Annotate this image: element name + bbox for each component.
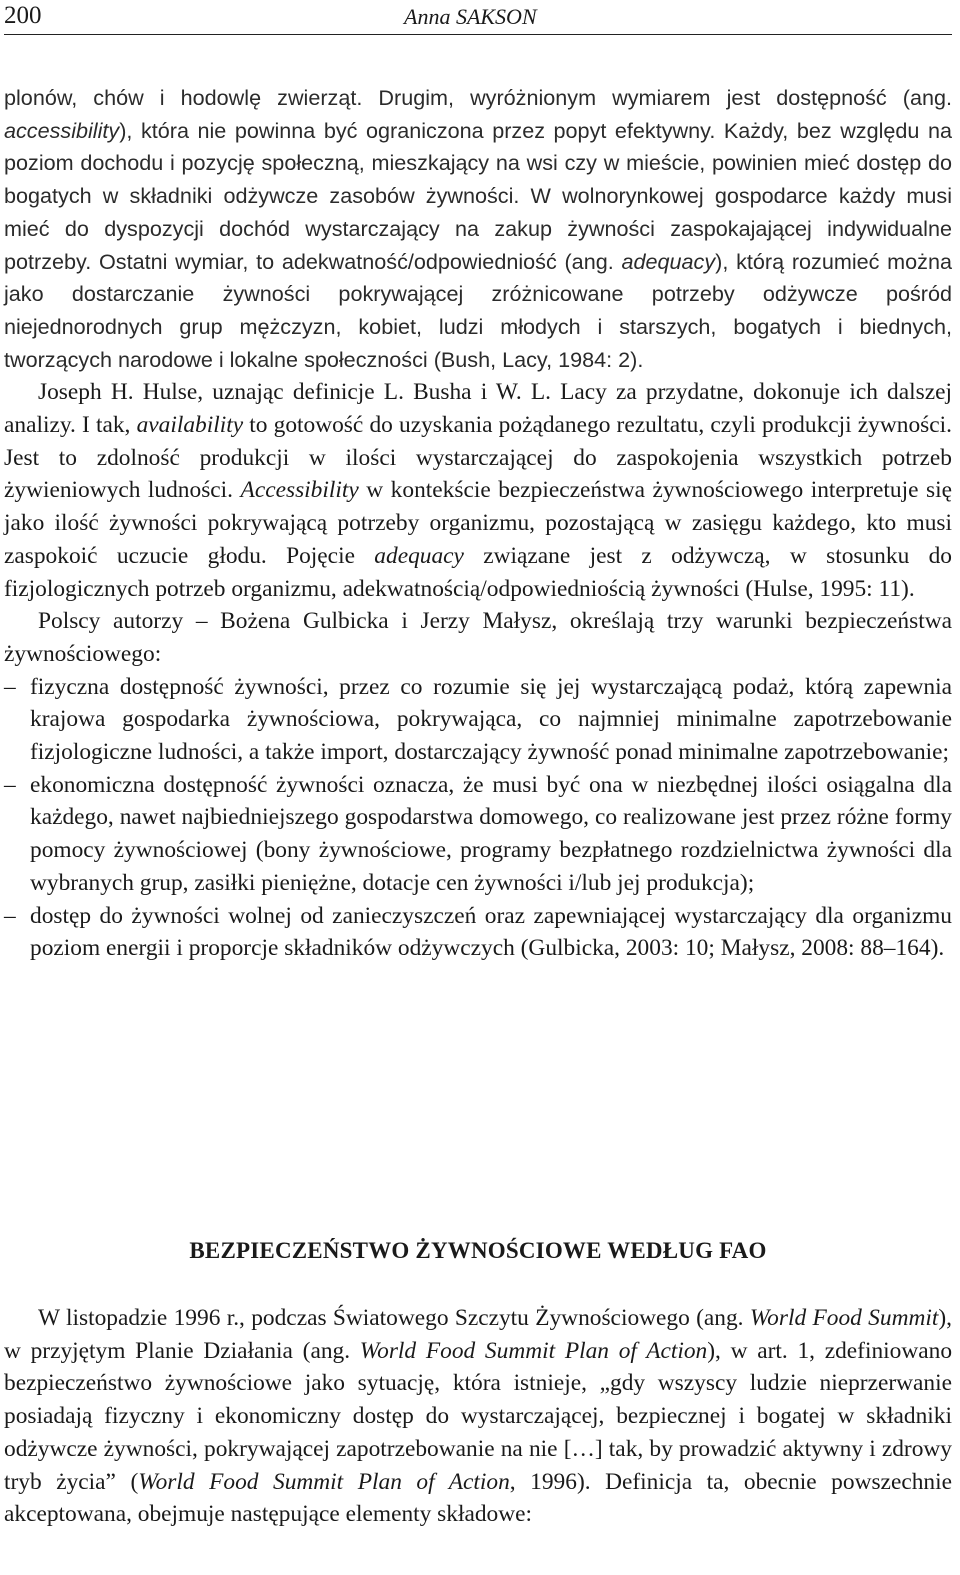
paragraph-dimensions: [4, 82, 952, 376]
paragraph-text: W wolnorynkowej gospodarce każdy musi mieć do dyspozycji dochód wystarczający na zakup żywności zaspokajającej indywidualne potrzeby. Ostatni wymiar, to adekwatność/odpowiedniość (ang.: [4, 183, 952, 274]
list-item: [4, 671, 952, 769]
paragraph-text: plonów, chów i hodowlę zwierząt. Drugim, wyróżnionym wymiarem jest dostępność (ang.: [4, 85, 952, 110]
term-availability: availability: [136, 412, 244, 439]
term-adequacy: adequacy: [621, 248, 716, 274]
section-body: [4, 1302, 952, 1531]
list-dash: –: [4, 771, 16, 798]
section-heading: BEZPIECZEŃSTWO ŻYWNOŚCIOWE WEDŁUG FAO: [189, 1238, 767, 1263]
page-body: [4, 82, 952, 965]
paragraph-text: ), którą rozumieć można jako dostarczanie żywności pokrywającej zróżnicowane potrzeby odżywcze pośród niejednorodnych grup mężczyzn, kobiet, ludzi młodych i starszych, bogatych i biednych, tworzących narodowe i lokalne społeczności (Bush, Lacy, 1984: 2).: [4, 248, 952, 372]
list-item: [4, 900, 952, 965]
term-adequacy: adequacy: [374, 542, 464, 569]
paragraph-text: to gotowość do uzyskania pożądanego rezultatu, czyli produkcji żywności. Jest to zdolność produkcji w ilości wystarczającej do zaspokojenia wszystkich potrzeb żywieniowych ludności.: [4, 412, 952, 504]
list-dash: –: [4, 673, 16, 700]
paragraph-text: związane jest z odżywczą, w stosunku do fizjologicznych potrzeb organizmu, adekwatnością/odpowiedniością żywności (Hulse, 1995: 11).: [4, 542, 953, 602]
page-header: [4, 0, 952, 35]
term-accessibility: accessibility: [4, 117, 120, 143]
page-number: 200: [4, 2, 42, 29]
conditions-list: [4, 671, 952, 965]
paragraph-text: Joseph H. Hulse, uznając definicje L. Busha i W. L. Lacy za przydatne, dokonuje ich dalszej analizy. I tak,: [4, 379, 952, 439]
list-dash: –: [4, 902, 16, 929]
running-head-author: Anna SAKSON: [404, 4, 537, 29]
paragraph-text: w kontekście bezpieczeństwa żywnościowego interpretuje się jako ilość żywności pokrywającą potrzeby organizmu, pozostającą w zasięgu każdego, kto musi zaspokoić uczucie głodu. Pojęcie: [4, 477, 952, 569]
term-world-food-summit: World Food Summit: [749, 1305, 939, 1331]
list-item-text: fizyczna dostępność żywności, przez co rozumie się jej wystarczającą podaż, którą zapewnia krajowa gospodarka żywnościowa, pokrywająca, co najmniej minimalne zapotrzebowanie fizjologiczne ludności, a także import, dostarczający żywność ponad minimalne zapotrzebowanie;: [30, 673, 952, 766]
paragraph-text: ), w art. 1, zdefiniowano bezpieczeństwo żywnościowe jako sytuację, która istnieje, „gdy wszyscy ludzie nieprzerwanie posiadają fizyczny i ekonomiczny dostęp do wystarczającej, bezpiecznej i bogatej w składniki odżywcze żywności, pokrywającej zapotrzebowanie na nie […] tak, by prowadzić aktywny i zdrowy tryb życia” (: [4, 1337, 953, 1495]
paragraph-hulse: [4, 376, 952, 605]
paragraph-text: , 1996). Definicja ta, obecnie powszechnie akceptowana, obejmuje następujące elementy składowe:: [4, 1468, 952, 1528]
list-item: [4, 769, 952, 900]
paragraph-polish-authors: Polscy autorzy – Bożena Gulbicka i Jerzy Małysz, określają trzy warunki bezpieczeństwa żywnościowego:: [4, 608, 952, 667]
term-plan-of-action: World Food Summit Plan of Action: [359, 1337, 708, 1364]
term-accessibility: Accessibility: [240, 477, 359, 504]
list-item-text: ekonomiczna dostępność żywności oznacza, że musi być ona w niezbędnej ilości osiągalna dla każdego, nawet najbiedniejszego gospodarstwa domowego, co realizowane jest przez różne formy pomocy żywnościowej (bony żywnościowe, programy bezpłatnego rozdzielnictwa żywności dla wybranych grup, zasiłki pieniężne, dotacje cen żywności i/lub jej produkcja);: [30, 771, 952, 896]
paragraph-text: ), która nie powinna być ograniczona przez popyt efektywny. Każdy, bez względu na poziom dochodu i pozycję społeczną, mieszkający na wsi czy w mieście, powinien mieć dostęp do bogatych w składniki odżywcze zasobów żywności.: [4, 117, 952, 209]
term-plan-of-action-citation: World Food Summit Plan of Action: [138, 1468, 510, 1495]
paragraph-text: W listopadzie 1996 r., podczas Światowego Szczytu Żywnościowego (ang.: [38, 1305, 750, 1331]
list-item-text: dostęp do żywności wolnej od zanieczyszczeń oraz zapewniającej wystarczający dla organizmu poziom energii i proporcje składników odżywczych (Gulbicka, 2003: 10; Małysz, 2008: 88–164).: [30, 902, 952, 962]
paragraph-text: ), w przyjętym Planie Działania (ang.: [4, 1305, 952, 1364]
paragraph-fao-definition: [4, 1302, 952, 1531]
